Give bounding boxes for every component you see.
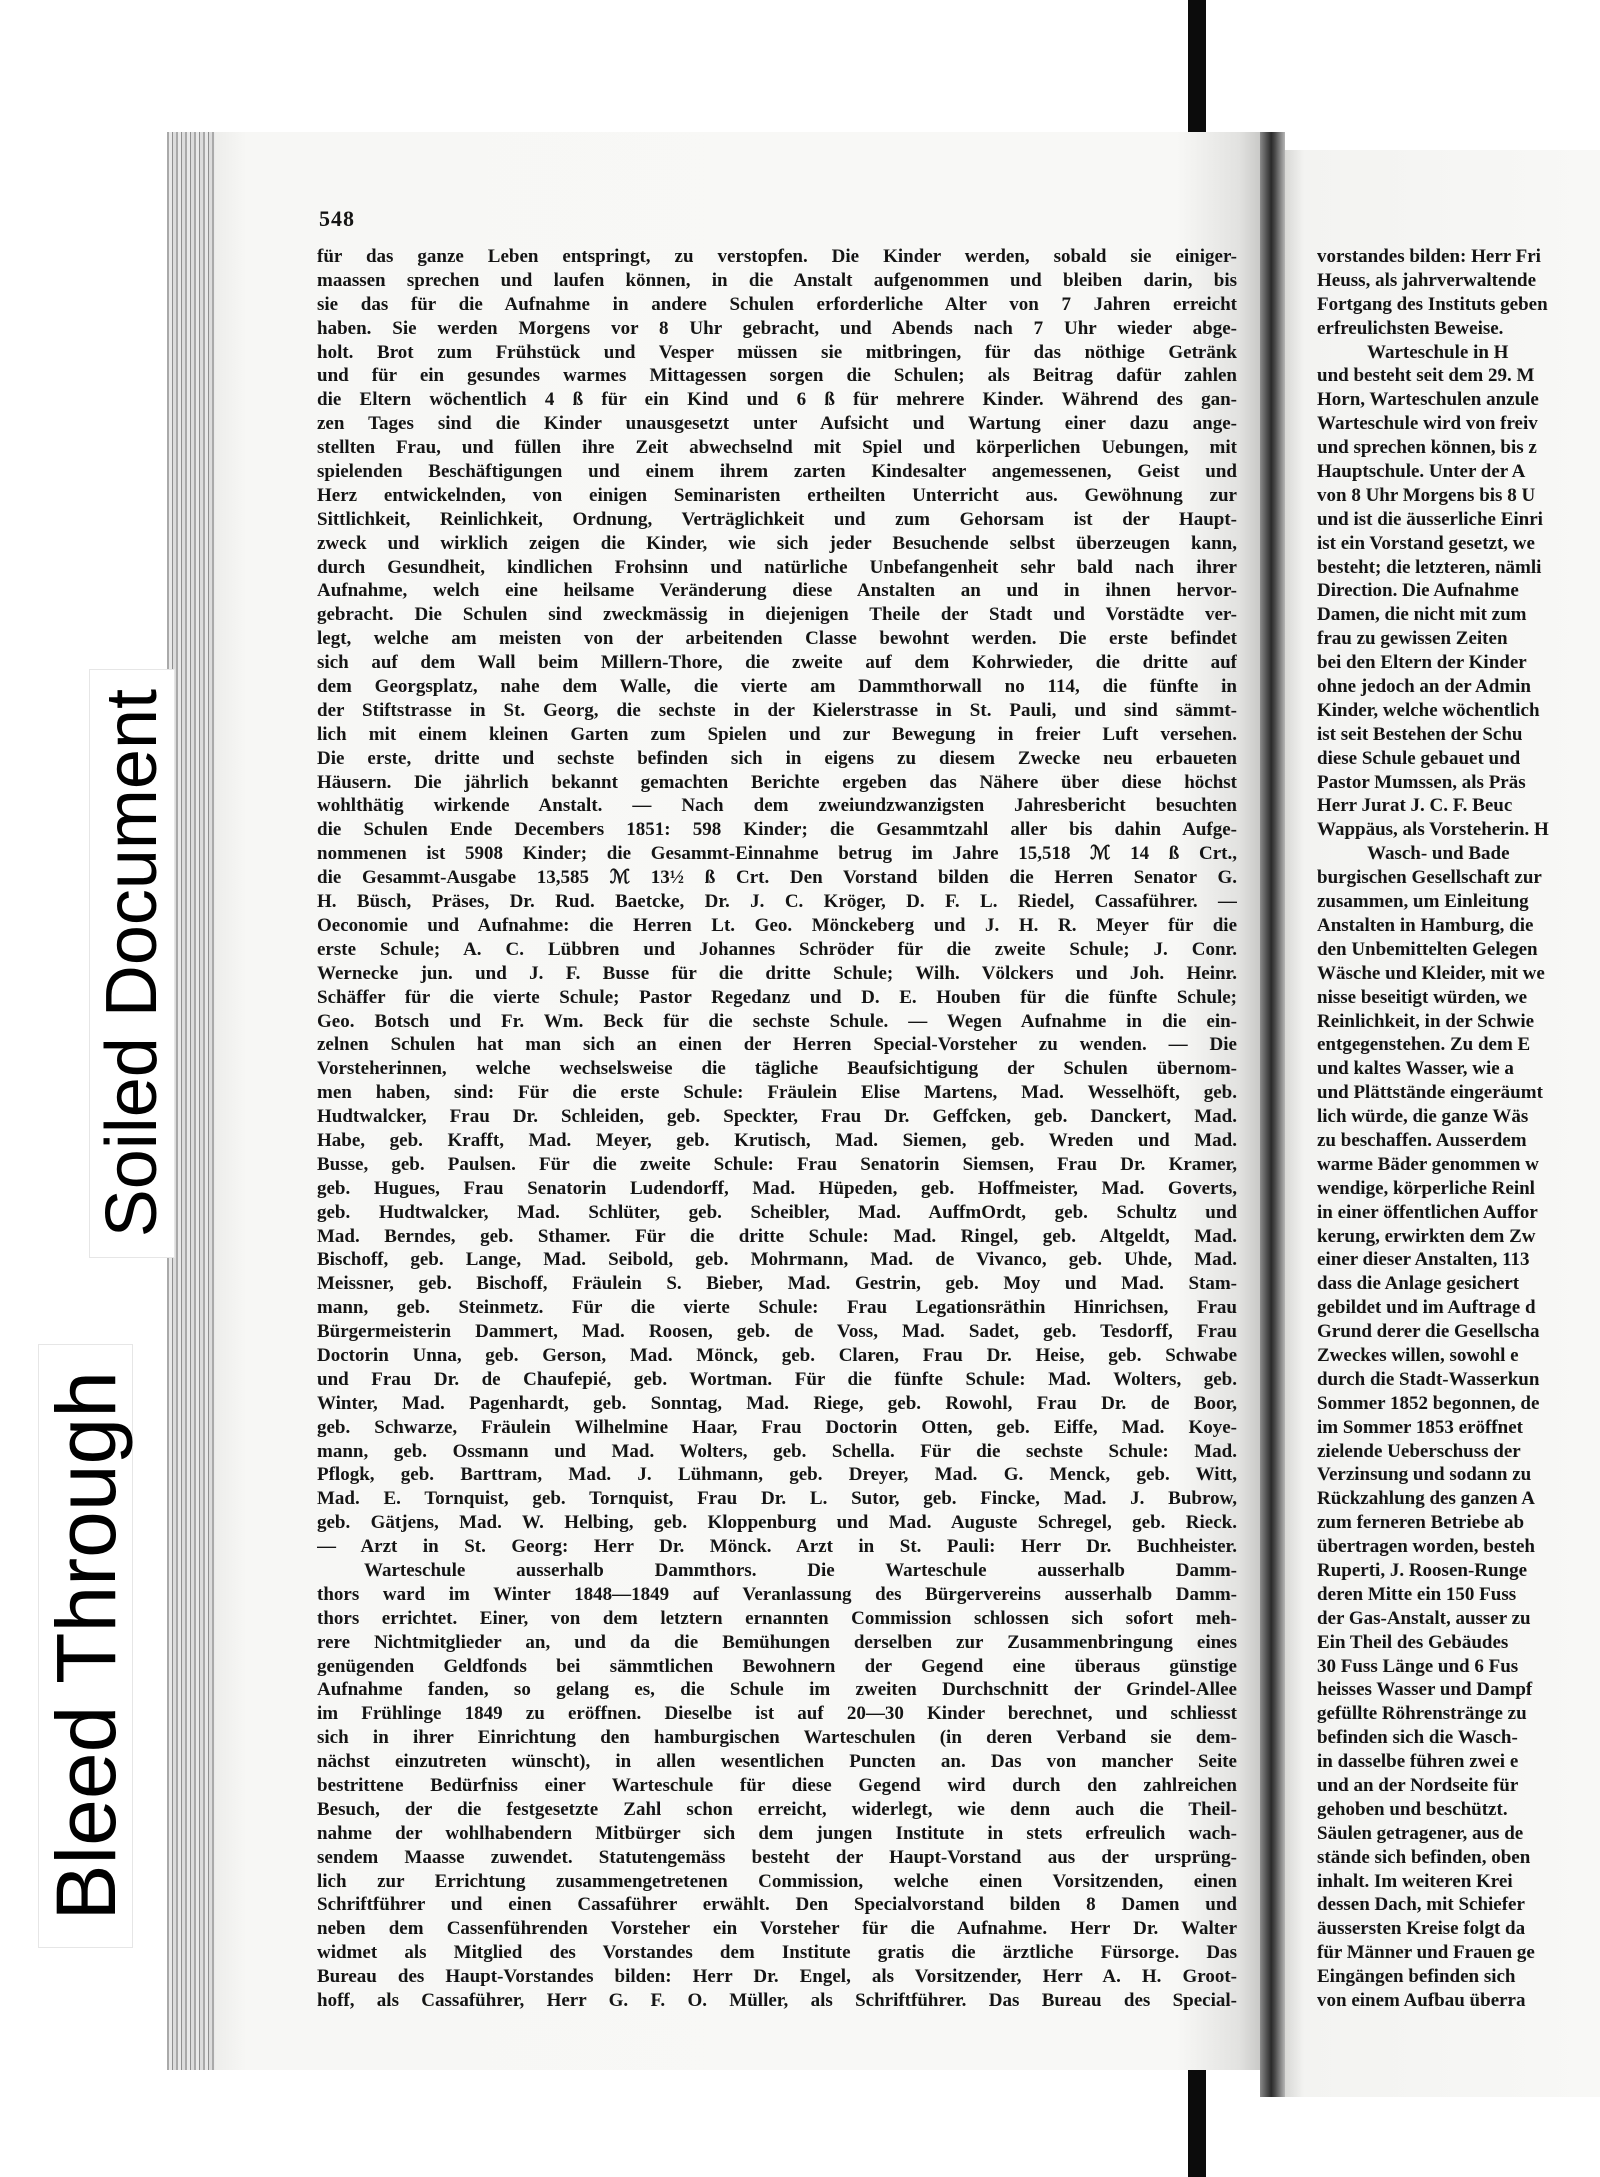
text-line: haben. Sie werden Morgens vor 8 Uhr gebracht, und Abends nach 7 Uhr wieder abge- [317, 317, 1237, 339]
text-line: die Gesammt-Ausgabe 13,585 ℳ 13½ ß Crt. Den Vorstand bilden die Herren Senator G. [317, 867, 1237, 889]
text-line: Kinder, welche wöchentlich [1317, 699, 1540, 721]
text-line: Bischoff, geb. Lange, Mad. Seibold, geb. Mohrmann, Mad. de Vivanco, geb. Uhde, Mad. [317, 1249, 1237, 1271]
text-line: dessen Dach, mit Schiefer [1317, 1894, 1525, 1916]
text-line: maassen sprechen und laufen können, in die Anstalt aufgenommen und bleiben darin, bis [317, 269, 1237, 291]
text-line: genügenden Geldfonds bei sämmtlichen Bewohnern der Gegend eine überaus günstige [317, 1655, 1237, 1677]
text-line: — Arzt in St. Georg: Herr Dr. Mönck. Arzt in St. Pauli: Herr Dr. Buchheister. [317, 1536, 1237, 1558]
text-line: Herr Jurat J. C. F. Beuc [1317, 795, 1513, 817]
text-line: besteht; die letzteren, nämli [1317, 556, 1542, 578]
text-line: äussersten Kreise folgt da [1317, 1918, 1526, 1940]
text-line: Hauptschule. Unter der A [1317, 461, 1526, 483]
label-soiled-document [90, 670, 174, 1257]
text-line: zielende Ueberschuss der [1317, 1440, 1521, 1462]
text-line: Grund derer die Gesellscha [1317, 1321, 1540, 1343]
text-line: Schriftführer und einen Cassaführer erwählt. Den Specialvorstand bilden 8 Damen und [317, 1894, 1237, 1916]
text-line: bei den Eltern der Kinder [1317, 652, 1527, 674]
text-line: mann, geb. Steinmetz. Für die vierte Schule: Frau Legationsräthin Hinrichsen, Frau [317, 1297, 1237, 1319]
text-line: holt. Brot zum Frühstück und Vesper müssen sie mitbringen, für das nöthige Getränk [317, 341, 1237, 363]
text-line: lich würde, die ganze Wäs [1317, 1106, 1529, 1128]
text-line: Anstalten in Hamburg, die [1317, 914, 1534, 936]
text-line: Damen, die nicht mit zum [1317, 604, 1527, 626]
text-line: zum ferneren Betriebe ab [1317, 1512, 1525, 1534]
text-line: und Frau Dr. de Chaufepié, geb. Wortman. Für die fünfte Schule: Mad. Wolters, geb. [317, 1368, 1237, 1390]
text-line: zelnen Schulen hat man sich an einen der Herren Special-Vorsteher zu wenden. — Die [317, 1034, 1237, 1056]
label-bleed-through [39, 1345, 132, 1947]
text-line: Wappäus, als Vorsteherin. H [1317, 819, 1549, 841]
text-line: Geo. Botsch und Fr. Wm. Beck für die sechste Schule. — Wegen Aufnahme in die ein- [317, 1010, 1237, 1032]
right-page-text [1317, 245, 1600, 2013]
text-line: Warteschule wird von freiv [1317, 413, 1538, 435]
text-line: lich mit einem kleinen Garten zum Spielen und zur Bewegung in freier Luft versehen. [317, 723, 1237, 745]
text-line: Die erste, dritte und sechste befinden sich in eigens zu diesem Zwecke neu erbaueten [317, 747, 1237, 769]
text-line: erfreulichsten Beweise. [1317, 317, 1504, 339]
text-line: stellten Frau, und füllen ihre Zeit abwechselnd mit Spiel und körperlichen Uebungen, mit [317, 437, 1237, 459]
text-line: gebracht. Die Schulen sind zweckmässig in diejenigen Theile der Stadt und Vorstädte ver- [317, 604, 1237, 626]
text-line: nächst einzutreten wünscht), in allen wesentlichen Puncten an. Das von mancher Seite [317, 1751, 1237, 1773]
text-line: und Plättstände eingeräumt [1317, 1082, 1543, 1104]
scanner-bar-top [1188, 0, 1206, 132]
text-line: Pastor Mumssen, als Präs [1317, 771, 1526, 793]
text-line: geb. Gätjens, Mad. W. Helbing, geb. Kloppenburg und Mad. Auguste Schregel, geb. Rieck. [317, 1512, 1237, 1534]
text-line: warme Bäder genommen w [1317, 1153, 1539, 1175]
text-line: vorstandes bilden: Herr Fri [1317, 246, 1541, 267]
text-line: dass die Anlage gesichert [1317, 1273, 1520, 1295]
text-line: wohlthätig wirkende Anstalt. — Nach dem zweiundzwanzigsten Jahresbericht besuchten [317, 795, 1237, 817]
text-line: sendem Maasse zuwendet. Statutengemäss besteht der Haupt-Vorstand aus der ursprüng- [317, 1846, 1237, 1868]
text-line: sich auf dem Wall beim Millern-Thore, die zweite auf dem Kohrwieder, die dritte auf [317, 652, 1237, 674]
text-line: Heuss, als jahrverwaltende [1317, 269, 1537, 291]
text-line: und besteht seit dem 29. M [1317, 365, 1535, 387]
left-page-text [317, 245, 1237, 2013]
label-bleed-through-text: Bleed Through [38, 1371, 133, 1921]
text-line: rere Nichtmitglieder an, und da die Bemühungen derselben zur Zusammenbringung eines [317, 1631, 1237, 1653]
text-line: zu beschaffen. Ausserdem [1317, 1129, 1527, 1151]
scanner-bar-bottom [1188, 2070, 1206, 2177]
text-line: gehoben und beschützt. [1317, 1798, 1508, 1820]
text-line: nommenen ist 5908 Kinder; die Gesammt-Einnahme betrug im Jahre 15,518 ℳ 14 ß Crt., [317, 843, 1237, 865]
text-line: Rückzahlung des ganzen A [1317, 1488, 1536, 1510]
text-line: geb. Hudtwalcker, Mad. Schlüter, geb. Scheibler, Mad. AuffmOrdt, geb. Schultz und [317, 1201, 1237, 1223]
gutter-shadow [1260, 132, 1285, 2097]
text-line: und sprechen können, bis z [1317, 437, 1537, 459]
text-line: Fortgang des Instituts geben [1317, 293, 1548, 315]
text-line: sich in ihrer Einrichtung den hamburgischen Warteschulen (in deren Verband sie dem- [317, 1727, 1237, 1749]
text-line: gefüllte Röhrenstränge zu [1317, 1703, 1527, 1725]
text-line: für Männer und Frauen ge [1317, 1942, 1535, 1964]
text-line: von einem Aufbau überra [1317, 1990, 1526, 2012]
text-line: und kaltes Wasser, wie a [1317, 1058, 1514, 1080]
text-line: Warteschule ausserhalb Dammthors. Die Warteschule ausserhalb Damm- [364, 1559, 1237, 1581]
text-line: wendige, körperliche Reinl [1317, 1177, 1535, 1199]
text-line: Hudtwalcker, Frau Dr. Schleiden, geb. Speckter, Frau Dr. Geffcken, geb. Danckert, Mad. [317, 1106, 1237, 1128]
text-line: ohne jedoch an der Admin [1317, 676, 1531, 698]
text-line: Horn, Warteschulen anzule [1317, 389, 1539, 411]
text-line: für das ganze Leben entspringt, zu verstopfen. Die Kinder werden, sobald sie einiger- [317, 246, 1237, 267]
text-line: zusammen, um Einleitung [1317, 891, 1529, 913]
text-line: von 8 Uhr Morgens bis 8 U [1317, 484, 1536, 506]
text-line: gebildet und im Auftrage d [1317, 1297, 1536, 1319]
text-line: Verzinsung und sodann zu [1317, 1464, 1532, 1486]
text-line: Wernecke jun. und J. F. Busse für die dritte Schule; Wilh. Völckers und Joh. Heinr. [317, 962, 1237, 984]
text-line: Bürgermeisterin Dammert, Mad. Roosen, geb. de Voss, Mad. Sadet, geb. Tesdorff, Frau [317, 1321, 1237, 1343]
text-line: einer dieser Anstalten, 113 [1317, 1249, 1530, 1271]
text-line: die Schulen Ende Decembers 1851: 598 Kinder; die Gesammtzahl aller bis dahin Aufge- [317, 819, 1237, 841]
text-line: Busse, geb. Paulsen. Für die zweite Schule: Frau Senatorin Siemsen, Frau Dr. Kramer, [317, 1153, 1237, 1175]
text-line: burgischen Gesellschaft zur [1317, 867, 1542, 889]
text-line: zen Tages sind die Kinder unausgesetzt unter Aufsicht und Wartung einer dazu ange- [317, 413, 1237, 435]
text-line: durch die Stadt-Wasserkun [1317, 1368, 1540, 1390]
text-line: Besuch, der die festgesetzte Zahl schon erreicht, widerlegt, wie denn auch die Theil- [317, 1798, 1237, 1820]
text-line: geb. Hugues, Frau Senatorin Ludendorff, Mad. Hüpeden, geb. Hoffmeister, Mad. Goverts, [317, 1177, 1237, 1199]
text-line: der Stiftstrasse in St. Georg, die sechste in der Kielerstrasse in St. Pauli, und sind sämmt- [317, 699, 1237, 721]
text-line: Oeconomie und Aufnahme: die Herren Lt. Geo. Mönckeberg und J. H. R. Meyer für die [317, 914, 1237, 936]
text-line: Ein Theil des Gebäudes [1317, 1631, 1509, 1653]
text-line: mann, geb. Ossmann und Mad. Wolters, geb. Schella. Für die sechste Schule: Mad. [317, 1440, 1237, 1462]
text-line: nahme der wohlhabendern Mitbürger sich dem jungen Institute in stets erfreulich wach- [317, 1822, 1237, 1844]
text-line: Pflogk, geb. Barttram, Mad. J. Lühmann, geb. Dreyer, Mad. G. Menck, geb. Witt, [317, 1464, 1237, 1486]
text-line: durch Gesundheit, kindlichen Frohsinn und natürliche Unbefangenheit sehr bald nach ihrer [317, 556, 1237, 578]
text-line: befinden sich die Wasch- [1317, 1727, 1518, 1749]
text-line: Häusern. Die jährlich bekannt gemachten Berichte ergeben das Nähere über diese höchst [317, 771, 1237, 793]
text-line: bestrittene Bedürfniss einer Warteschule für diese Gegend wird durch den zahlreichen [317, 1775, 1237, 1796]
text-line: deren Mitte ein 150 Fuss [1317, 1583, 1517, 1605]
text-line: Habe, geb. Krafft, Mad. Meyer, geb. Krutisch, Mad. Siemen, geb. Wreden und Mad. [317, 1129, 1237, 1151]
text-line: ist ein Vorstand gesetzt, we [1317, 532, 1535, 554]
text-line: in einer öffentlichen Auffor [1317, 1201, 1538, 1223]
text-line: den Unbemittelten Gelegen [1317, 938, 1538, 960]
text-line: thors ward im Winter 1848—1849 auf Veranlassung des Bürgervereins ausserhalb Damm- [317, 1583, 1237, 1605]
text-line: Warteschule in H [1367, 341, 1509, 363]
text-line: übertragen worden, besteh [1317, 1536, 1535, 1558]
text-line: dem Georgsplatz, nahe dem Walle, die vierte am Dammthorwall no 114, die fünfte in [317, 676, 1237, 698]
text-line: thors errichtet. Einer, von dem letztern ernannten Commission schlossen sich sofort meh- [317, 1607, 1237, 1629]
text-line: inhalt. Im weiteren Krei [1317, 1870, 1513, 1892]
text-line: Vorsteherinnen, welche wechselsweise die tägliche Beaufsichtigung der Schulen übernom- [317, 1058, 1237, 1080]
text-line: legt, welche am meisten von der arbeitenden Classe bewohnt werden. Die erste befindet [317, 628, 1237, 650]
text-line: Schäffer für die vierte Schule; Pastor Regedanz und D. E. Houben für die fünfte Schule; [317, 986, 1237, 1008]
text-line: erste Schule; A. C. Lübbren und Johannes Schröder für die zweite Schule; J. Conr. [317, 938, 1237, 960]
page-edge-stack [167, 132, 217, 2070]
text-line: Herz entwickelnden, von einigen Seminaristen ertheilten Unterricht aus. Gewöhnung zur [317, 484, 1237, 506]
text-line: men haben, sind: Für die erste Schule: Fräulein Elise Martens, Mad. Wesselhöft, geb. [317, 1082, 1237, 1104]
text-line: Zweckes willen, sowohl e [1317, 1344, 1519, 1366]
text-line: hoff, als Cassaführer, Herr G. F. O. Müller, als Schriftführer. Das Bureau des Special- [317, 1990, 1237, 2012]
text-line: lich zur Errichtung zusammengetretenen Commission, welche einen Vorsitzenden, einen [317, 1870, 1237, 1892]
text-line: in dasselbe führen zwei e [1317, 1751, 1519, 1773]
text-line: im Sommer 1853 eröffnet [1317, 1416, 1523, 1438]
text-line: Aufnahme fanden, so gelang es, die Schule im zweiten Durchschnitt der Grindel-Allee [317, 1679, 1237, 1701]
text-line: ist seit Bestehen der Schu [1317, 723, 1523, 745]
text-line: widmet als Mitglied des Vorstandes dem Institute gratis die ärztliche Fürsorge. Das [317, 1942, 1237, 1964]
text-line: zweck und wirklich zeigen die Kinder, wie sich jeder Besuchende selbst überzeugen kann, [317, 532, 1237, 554]
text-line: die Eltern wöchentlich 4 ß für ein Kind und 6 ß für mehrere Kinder. Während des gan- [317, 389, 1237, 411]
text-line: Aufnahme, welch eine heilsame Veränderung diese Anstalten an und in ihnen hervor- [317, 580, 1237, 602]
text-line: Ruperti, J. Roosen-Runge [1317, 1559, 1528, 1581]
text-line: heisses Wasser und Dampf [1317, 1679, 1533, 1701]
text-line: spielenden Beschäftigungen und einem ihrem zarten Kindesalter angemessenen, Geist und [317, 461, 1237, 483]
text-line: Wäsche und Kleider, mit we [1317, 962, 1545, 984]
text-line: H. Büsch, Präses, Dr. Rud. Baetcke, Dr. J. C. Kröger, D. F. L. Riedel, Cassaführer. — [317, 891, 1237, 913]
text-line: Säulen getragener, aus de [1317, 1822, 1524, 1844]
text-line: Sommer 1852 begonnen, de [1317, 1392, 1540, 1414]
page-number: 548 [319, 206, 355, 231]
text-line: 30 Fuss Länge und 6 Fus [1317, 1655, 1519, 1677]
text-line: Mad. Berndes, geb. Sthamer. Für die dritte Schule: Mad. Ringel, geb. Altgeldt, Mad. [317, 1225, 1237, 1247]
text-line: Mad. E. Tornquist, geb. Tornquist, Frau Dr. L. Sutor, geb. Fincke, Mad. J. Bubrow, [317, 1488, 1237, 1510]
text-line: entgegenstehen. Zu dem E [1317, 1034, 1531, 1056]
text-line: neben dem Cassenführenden Vorsteher ein Vorsteher für die Aufnahme. Herr Dr. Walter [317, 1918, 1237, 1940]
text-line: kerung, erwirkten dem Zw [1317, 1225, 1536, 1247]
text-line: und ist die äusserliche Einri [1317, 508, 1543, 530]
text-line: sie das für die Aufnahme in andere Schulen erforderliche Alter von 7 Jahren erreicht [317, 293, 1237, 315]
text-line: Reinlichkeit, in der Schwie [1317, 1010, 1535, 1032]
text-line: Direction. Die Aufnahme [1317, 580, 1519, 602]
text-line: Sittlichkeit, Reinlichkeit, Ordnung, Verträglichkeit und zum Gehorsam ist der Haupt- [317, 508, 1237, 530]
text-line: Wasch- und Bade [1367, 843, 1510, 865]
text-line: diese Schule gebauet und [1317, 747, 1521, 769]
text-line: und für ein gesundes warmes Mittagessen sorgen die Schulen; als Beitrag dafür zahlen [317, 365, 1237, 387]
text-line: Winter, Mad. Pagenhardt, geb. Sonntag, Mad. Riege, geb. Rowohl, Frau Dr. de Boor, [317, 1392, 1237, 1414]
text-line: Eingängen befinden sich [1317, 1966, 1516, 1988]
text-line: Bureau des Haupt-Vorstandes bilden: Herr Dr. Engel, als Vorsitzender, Herr A. H. Groot- [317, 1966, 1237, 1988]
text-line: der Gas-Anstalt, ausser zu [1317, 1607, 1531, 1629]
text-line: Meissner, geb. Bischoff, Fräulein S. Bieber, Mad. Gestrin, geb. Moy und Mad. Stam- [317, 1273, 1237, 1295]
text-line: frau zu gewissen Zeiten [1317, 628, 1508, 650]
text-line: im Frühlinge 1849 zu eröffnen. Dieselbe ist auf 20—30 Kinder berechnet, und schliesst [317, 1703, 1237, 1725]
text-line: stände sich befinden, oben [1317, 1846, 1531, 1868]
text-line: nisse beseitigt würden, we [1317, 986, 1528, 1008]
text-line: geb. Schwarze, Fräulein Wilhelmine Haar, Frau Doctorin Otten, geb. Eiffe, Mad. Koye- [317, 1416, 1237, 1438]
label-soiled-document-text: Soiled Document [92, 689, 172, 1238]
text-line: und an der Nordseite für [1317, 1775, 1519, 1796]
text-line: Doctorin Unna, geb. Gerson, Mad. Mönck, geb. Claren, Frau Dr. Heise, geb. Schwabe [317, 1344, 1237, 1366]
